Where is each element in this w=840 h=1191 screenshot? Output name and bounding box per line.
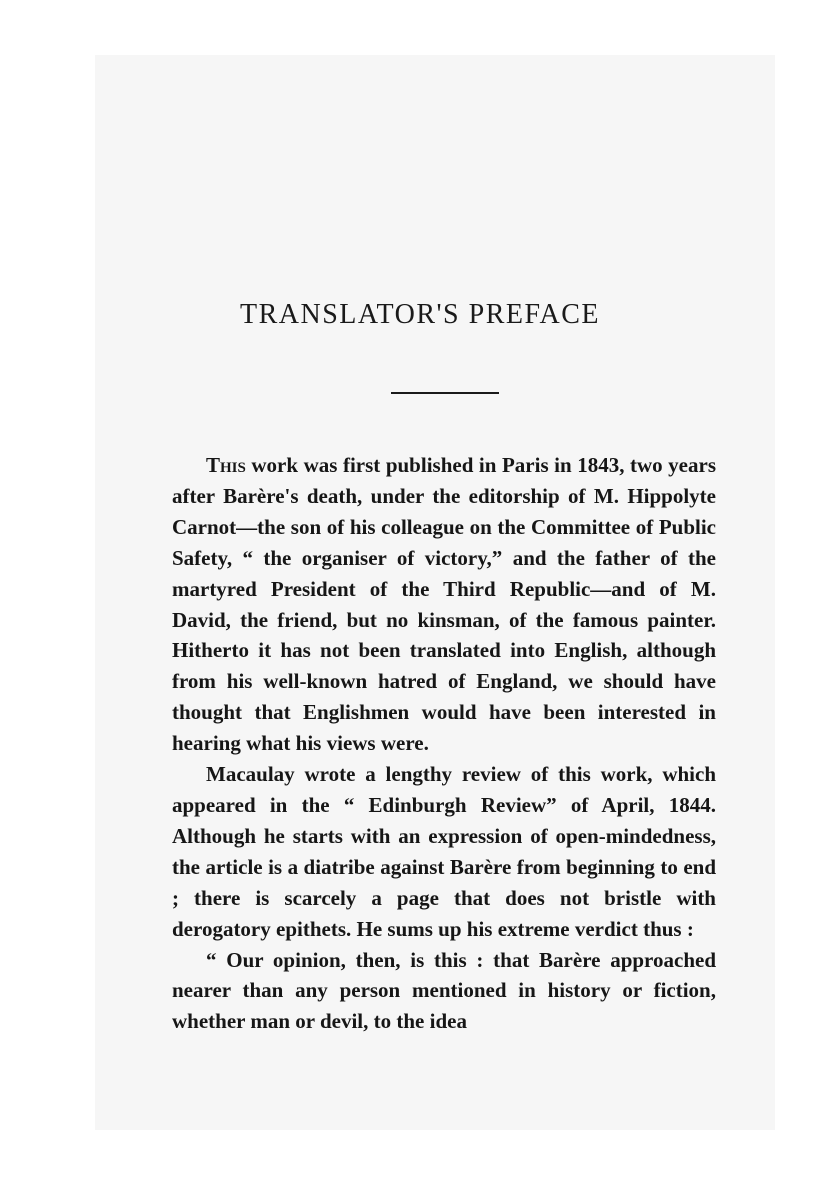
paragraph-1-lead: This	[206, 453, 246, 477]
paragraph-1-text: work was first published in Paris in 1843, two years after Barère's death, under the editorship of M. Hippolyte Carnot—the son of his colleague on the Committee of Public Safety, “ the organiser of victory,” and the father of the martyred President of the Third Republic—and of M. David, the friend, but no kinsman, of the famous painter. Hitherto it has not been translated into English, although from his well-known hatred of England, we should have thought that Englishmen would have been interested in hearing what his views were.	[172, 453, 716, 756]
title-rule	[391, 392, 499, 394]
page-title: TRANSLATOR'S PREFACE	[240, 299, 600, 330]
paragraph-3: “ Our opinion, then, is this : that Barère approached nearer than any person mentioned in history or fiction, whether man or devil, to the idea	[172, 947, 716, 1034]
paragraph-2: Macaulay wrote a lengthy review of this work, which appeared in the “ Edinburgh Review” of April, 1844. Although he starts with an expression of open-mindedness, the article is a diatribe against Barère from beginning to end ; there is scarcely a page that does not bristle with derogatory epithets. He sums up his extreme verdict thus :	[172, 762, 716, 941]
paragraph-1	[172, 450, 716, 759]
preface-body	[172, 450, 716, 1037]
